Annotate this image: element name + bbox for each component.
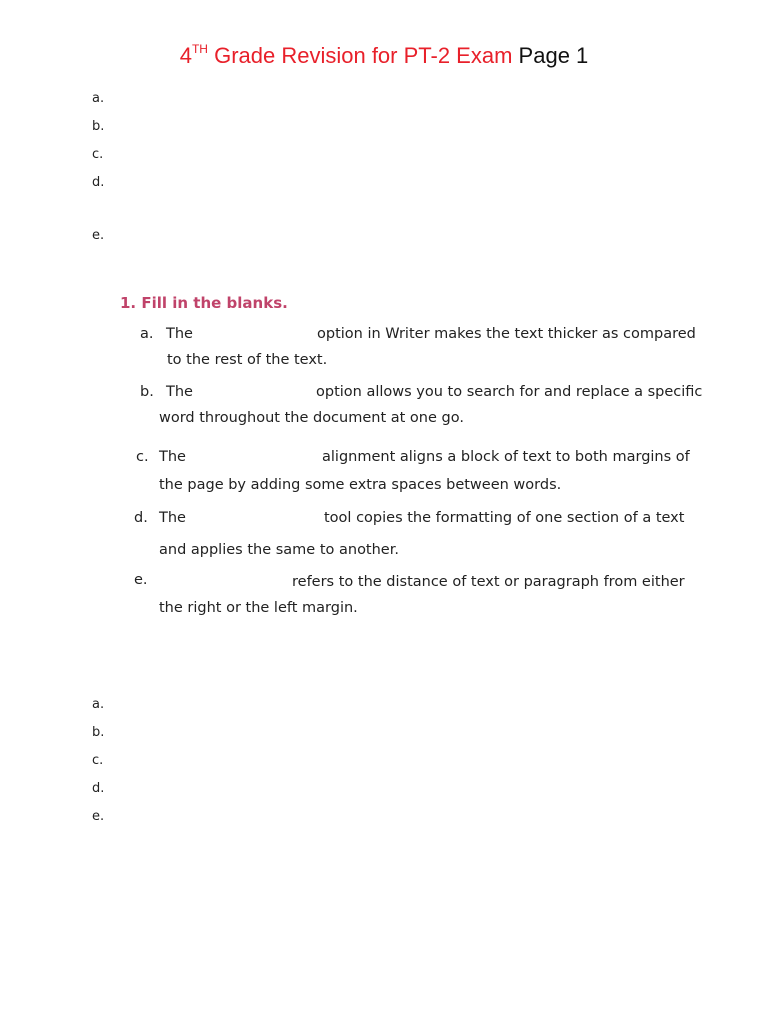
question-text: tool copies the formatting of one section of a text — [324, 510, 685, 526]
answer-letter: d. — [92, 781, 105, 796]
answer-letter: e. — [92, 809, 105, 824]
question-label: a. — [140, 326, 154, 342]
question-e — [134, 572, 694, 620]
question-label: e. — [134, 572, 148, 588]
question-label: d. — [134, 510, 148, 526]
answer-letter: b. — [92, 119, 105, 134]
answer-letter: d. — [92, 175, 105, 190]
question-c — [136, 449, 696, 497]
answer-letter: c. — [92, 753, 104, 768]
title-page: Page 1 — [518, 43, 589, 68]
question-continuation: the right or the left margin. — [159, 600, 358, 616]
question-b — [140, 384, 703, 430]
question-prefix: The — [166, 326, 193, 342]
section-heading: 1. Fill in the blanks. — [120, 294, 288, 312]
page-title — [0, 42, 768, 69]
question-prefix: The — [159, 449, 186, 465]
title-main: Grade Revision for PT-2 Exam — [207, 43, 513, 68]
question-text: option allows you to search for and replace a specific — [316, 384, 703, 400]
question-continuation: word throughout the document at one go. — [159, 410, 464, 426]
answer-letter: b. — [92, 725, 105, 740]
answer-letter: a. — [92, 697, 105, 712]
question-prefix: The — [166, 384, 193, 400]
question-prefix: The — [159, 510, 186, 526]
question-continuation: to the rest of the text. — [167, 352, 328, 368]
answer-letter: c. — [92, 147, 104, 162]
question-label: c. — [136, 449, 149, 465]
title-superscript: TH — [191, 42, 208, 56]
answer-letter: a. — [92, 91, 105, 106]
question-continuation: the page by adding some extra spaces between words. — [159, 477, 562, 493]
answer-letter: e. — [92, 228, 105, 243]
question-text: refers to the distance of text or paragraph from either — [292, 574, 685, 590]
question-text: option in Writer makes the text thicker as compared — [317, 326, 696, 342]
question-continuation: and applies the same to another. — [159, 542, 399, 558]
question-a — [140, 326, 700, 372]
question-text: alignment aligns a block of text to both margins of — [322, 449, 690, 465]
question-label: b. — [140, 384, 154, 400]
title-number: 4 — [179, 43, 192, 68]
question-d — [134, 510, 694, 562]
